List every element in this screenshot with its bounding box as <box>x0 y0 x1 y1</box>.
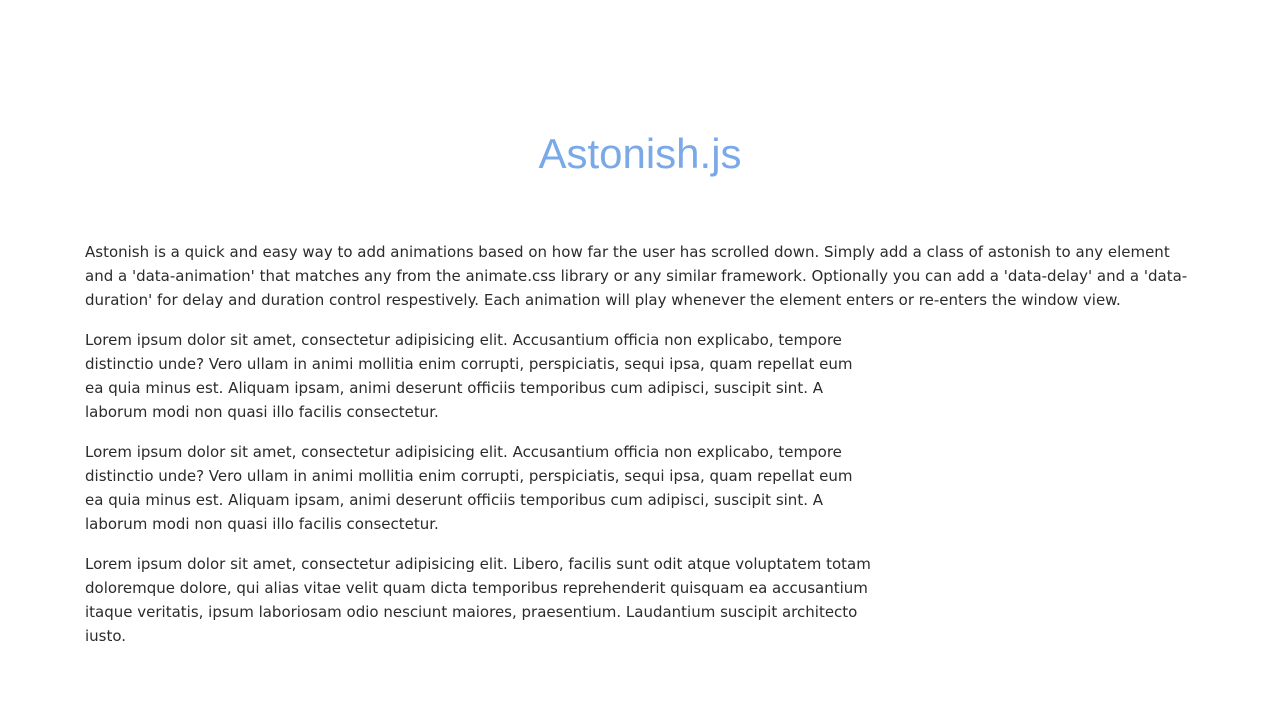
intro-paragraph: Astonish is a quick and easy way to add animations based on how far the user has scrolled down. Simply add a class of astonish to any element and a 'data-animation' that matches any from the animate.css library or any similar framework. Optionally you can add a 'data-delay' and a 'data-duration' for delay and duration control respestively. Each animation will play whenever the element enters or re-enters the window view. <box>85 243 1188 309</box>
lorem-paragraph-2: Lorem ipsum dolor sit amet, consectetur adipisicing elit. Accusantium officia non explicabo, tempore distinctio unde? Vero ullam in animi mollitia enim corrupti, perspiciatis, sequi ipsa, quam repellat eum ea quia minus est. Aliquam ipsam, animi deserunt officiis temporibus cum adipisci, suscipit sint. A laborum modi non quasi illo facilis consectetur. <box>85 443 853 533</box>
lorem-paragraph-1: Lorem ipsum dolor sit amet, consectetur adipisicing elit. Accusantium officia non explicabo, tempore distinctio unde? Vero ullam in animi mollitia enim corrupti, perspiciatis, sequi ipsa, quam repellat eum ea quia minus est. Aliquam ipsam, animi deserunt officiis temporibus cum adipisci, suscipit sint. A laborum modi non quasi illo facilis consectetur. <box>85 331 853 421</box>
main-content <box>85 240 1195 664</box>
lorem-paragraph-3: Lorem ipsum dolor sit amet, consectetur adipisicing elit. Libero, facilis sunt odit atque voluptatem totam doloremque dolore, qui alias vitae velit quam dicta temporibus reprehenderit quisquam ea accusantium itaque veritatis, ipsum laboriosam odio nesciunt maiores, praesentium. Laudantium suscipit architecto iusto. <box>85 555 871 645</box>
page-title: Astonish.js <box>538 130 742 177</box>
